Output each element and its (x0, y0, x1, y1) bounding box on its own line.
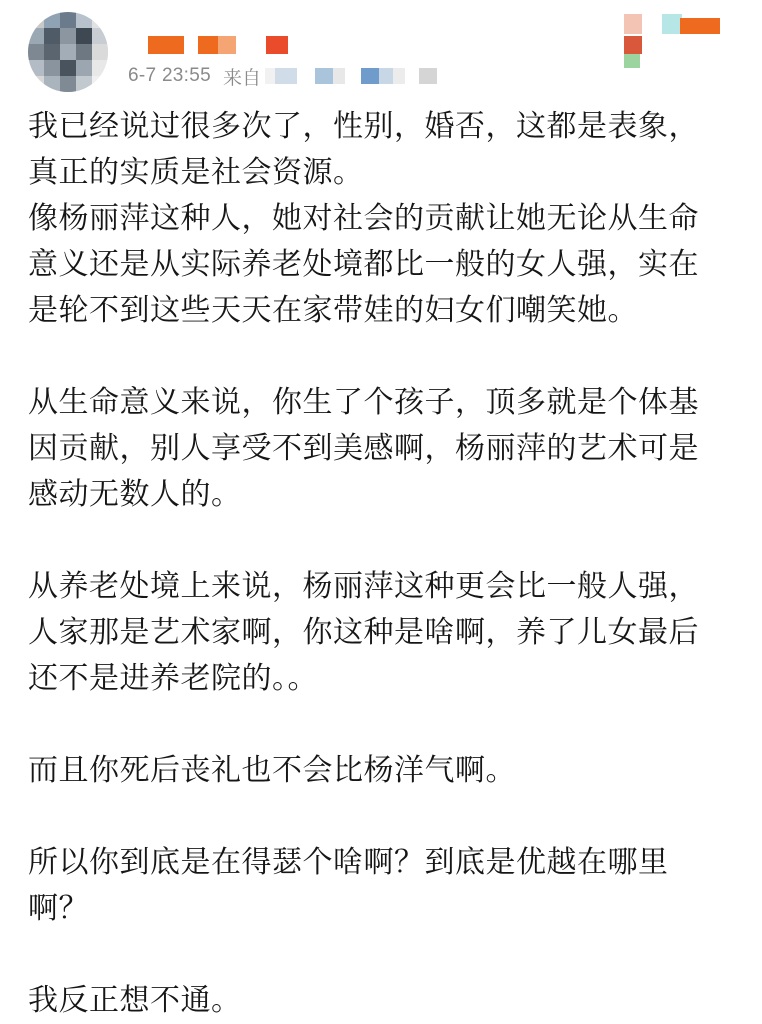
source-mosaic-block (265, 68, 275, 84)
username-mosaic-block (266, 36, 288, 54)
post-timestamp: 6-7 23:55 (128, 65, 211, 86)
avatar-mosaic-cell (60, 12, 76, 28)
avatar-mosaic-cell (60, 60, 76, 76)
post-text-line: 啊？ (28, 891, 89, 926)
username-mosaic-block (236, 36, 266, 54)
avatar-mosaic-cell (92, 12, 108, 28)
post-header (0, 0, 762, 100)
avatar-mosaic-cell (76, 12, 92, 28)
source-mosaic-block (405, 68, 419, 84)
post-paragraph (28, 748, 744, 794)
post-text-line: 像杨丽萍这种人，她对社会的贡献让她无论从生命 (28, 201, 699, 236)
avatar-mosaic-cell (44, 60, 60, 76)
avatar-mosaic-cell (92, 44, 108, 60)
avatar-mosaic-cell (28, 44, 44, 60)
badge-mosaic-block (642, 14, 662, 34)
avatar-mosaic-cell (60, 76, 76, 92)
avatar-mosaic-cell (44, 44, 60, 60)
avatar-mosaic-cell (76, 44, 92, 60)
source-redacted (265, 68, 437, 84)
source-mosaic-block (419, 68, 437, 84)
avatar-mosaic-cell (28, 28, 44, 44)
post-text-line: 而且你死后丧礼也不会比杨洋气啊。 (28, 753, 516, 788)
post-paragraph (28, 380, 744, 518)
avatar-mosaic-cell (60, 44, 76, 60)
post-paragraph (28, 978, 744, 1024)
username-mosaic-block (184, 36, 198, 54)
post-paragraph (28, 104, 744, 334)
avatar-mosaic-cell (44, 12, 60, 28)
source-mosaic-block (333, 68, 345, 84)
post-text-line: 真正的实质是社会资源。 (28, 155, 364, 190)
badge-mosaic-block (624, 14, 642, 34)
source-mosaic-block (345, 68, 361, 84)
post-text-line: 因贡献，别人享受不到美感啊，杨丽萍的艺术可是 (28, 431, 699, 466)
avatar-mosaic-cell (60, 28, 76, 44)
avatar-mosaic-cell (28, 60, 44, 76)
post-text-line: 从养老处境上来说，杨丽萍这种更会比一般人强， (28, 569, 699, 604)
post-meta (128, 64, 437, 88)
username-mosaic-block (198, 36, 218, 54)
badge-mosaic-block (624, 36, 642, 54)
source-mosaic-block (393, 68, 405, 84)
avatar-mosaic-cell (76, 76, 92, 92)
username-mosaic-block (218, 36, 236, 54)
post-text-line: 感动无数人的。 (28, 477, 242, 512)
avatar-mosaic-cell (28, 76, 44, 92)
source-mosaic-block (361, 68, 379, 84)
post-body (28, 104, 744, 1024)
source-label: 来自 (223, 66, 262, 89)
source-mosaic-block (315, 68, 333, 84)
username-redacted[interactable] (148, 36, 288, 54)
source-mosaic-block (275, 68, 297, 84)
post-paragraph (28, 840, 744, 932)
avatar-mosaic-cell (92, 60, 108, 76)
avatar-mosaic-cell (92, 76, 108, 92)
username-mosaic-block (148, 36, 184, 54)
post-text-line: 我反正想不通。 (28, 983, 242, 1018)
avatar-mosaic-cell (28, 12, 44, 28)
post-text-line: 人家那是艺术家啊，你这种是啥啊，养了儿女最后 (28, 615, 699, 650)
post-text-line: 我已经说过很多次了，性别，婚否，这都是表象， (28, 109, 699, 144)
post-text-line: 意义还是从实际养老处境都比一般的女人强，实在 (28, 247, 699, 282)
post-text-line: 是轮不到这些天天在家带娃的妇女们嘲笑她。 (28, 293, 638, 328)
post-text-line: 所以你到底是在得瑟个啥啊？到底是优越在哪里 (28, 845, 669, 880)
post-text-line: 从生命意义来说，你生了个孩子，顶多就是个体基 (28, 385, 699, 420)
avatar-mosaic-cell (76, 60, 92, 76)
source-mosaic-block (297, 68, 315, 84)
post-paragraph (28, 564, 744, 702)
corner-badge-redacted (624, 14, 720, 58)
badge-mosaic-block (624, 54, 640, 68)
avatar-mosaic-cell (92, 28, 108, 44)
source-mosaic-block (379, 68, 393, 84)
badge-mosaic-block (680, 18, 720, 34)
avatar-mosaic-cell (44, 28, 60, 44)
post-text-line: 还不是进养老院的。。 (28, 661, 318, 696)
badge-mosaic-block (662, 14, 682, 34)
avatar-mosaic-cell (76, 28, 92, 44)
avatar-mosaic-cell (44, 76, 60, 92)
avatar[interactable] (28, 12, 108, 92)
